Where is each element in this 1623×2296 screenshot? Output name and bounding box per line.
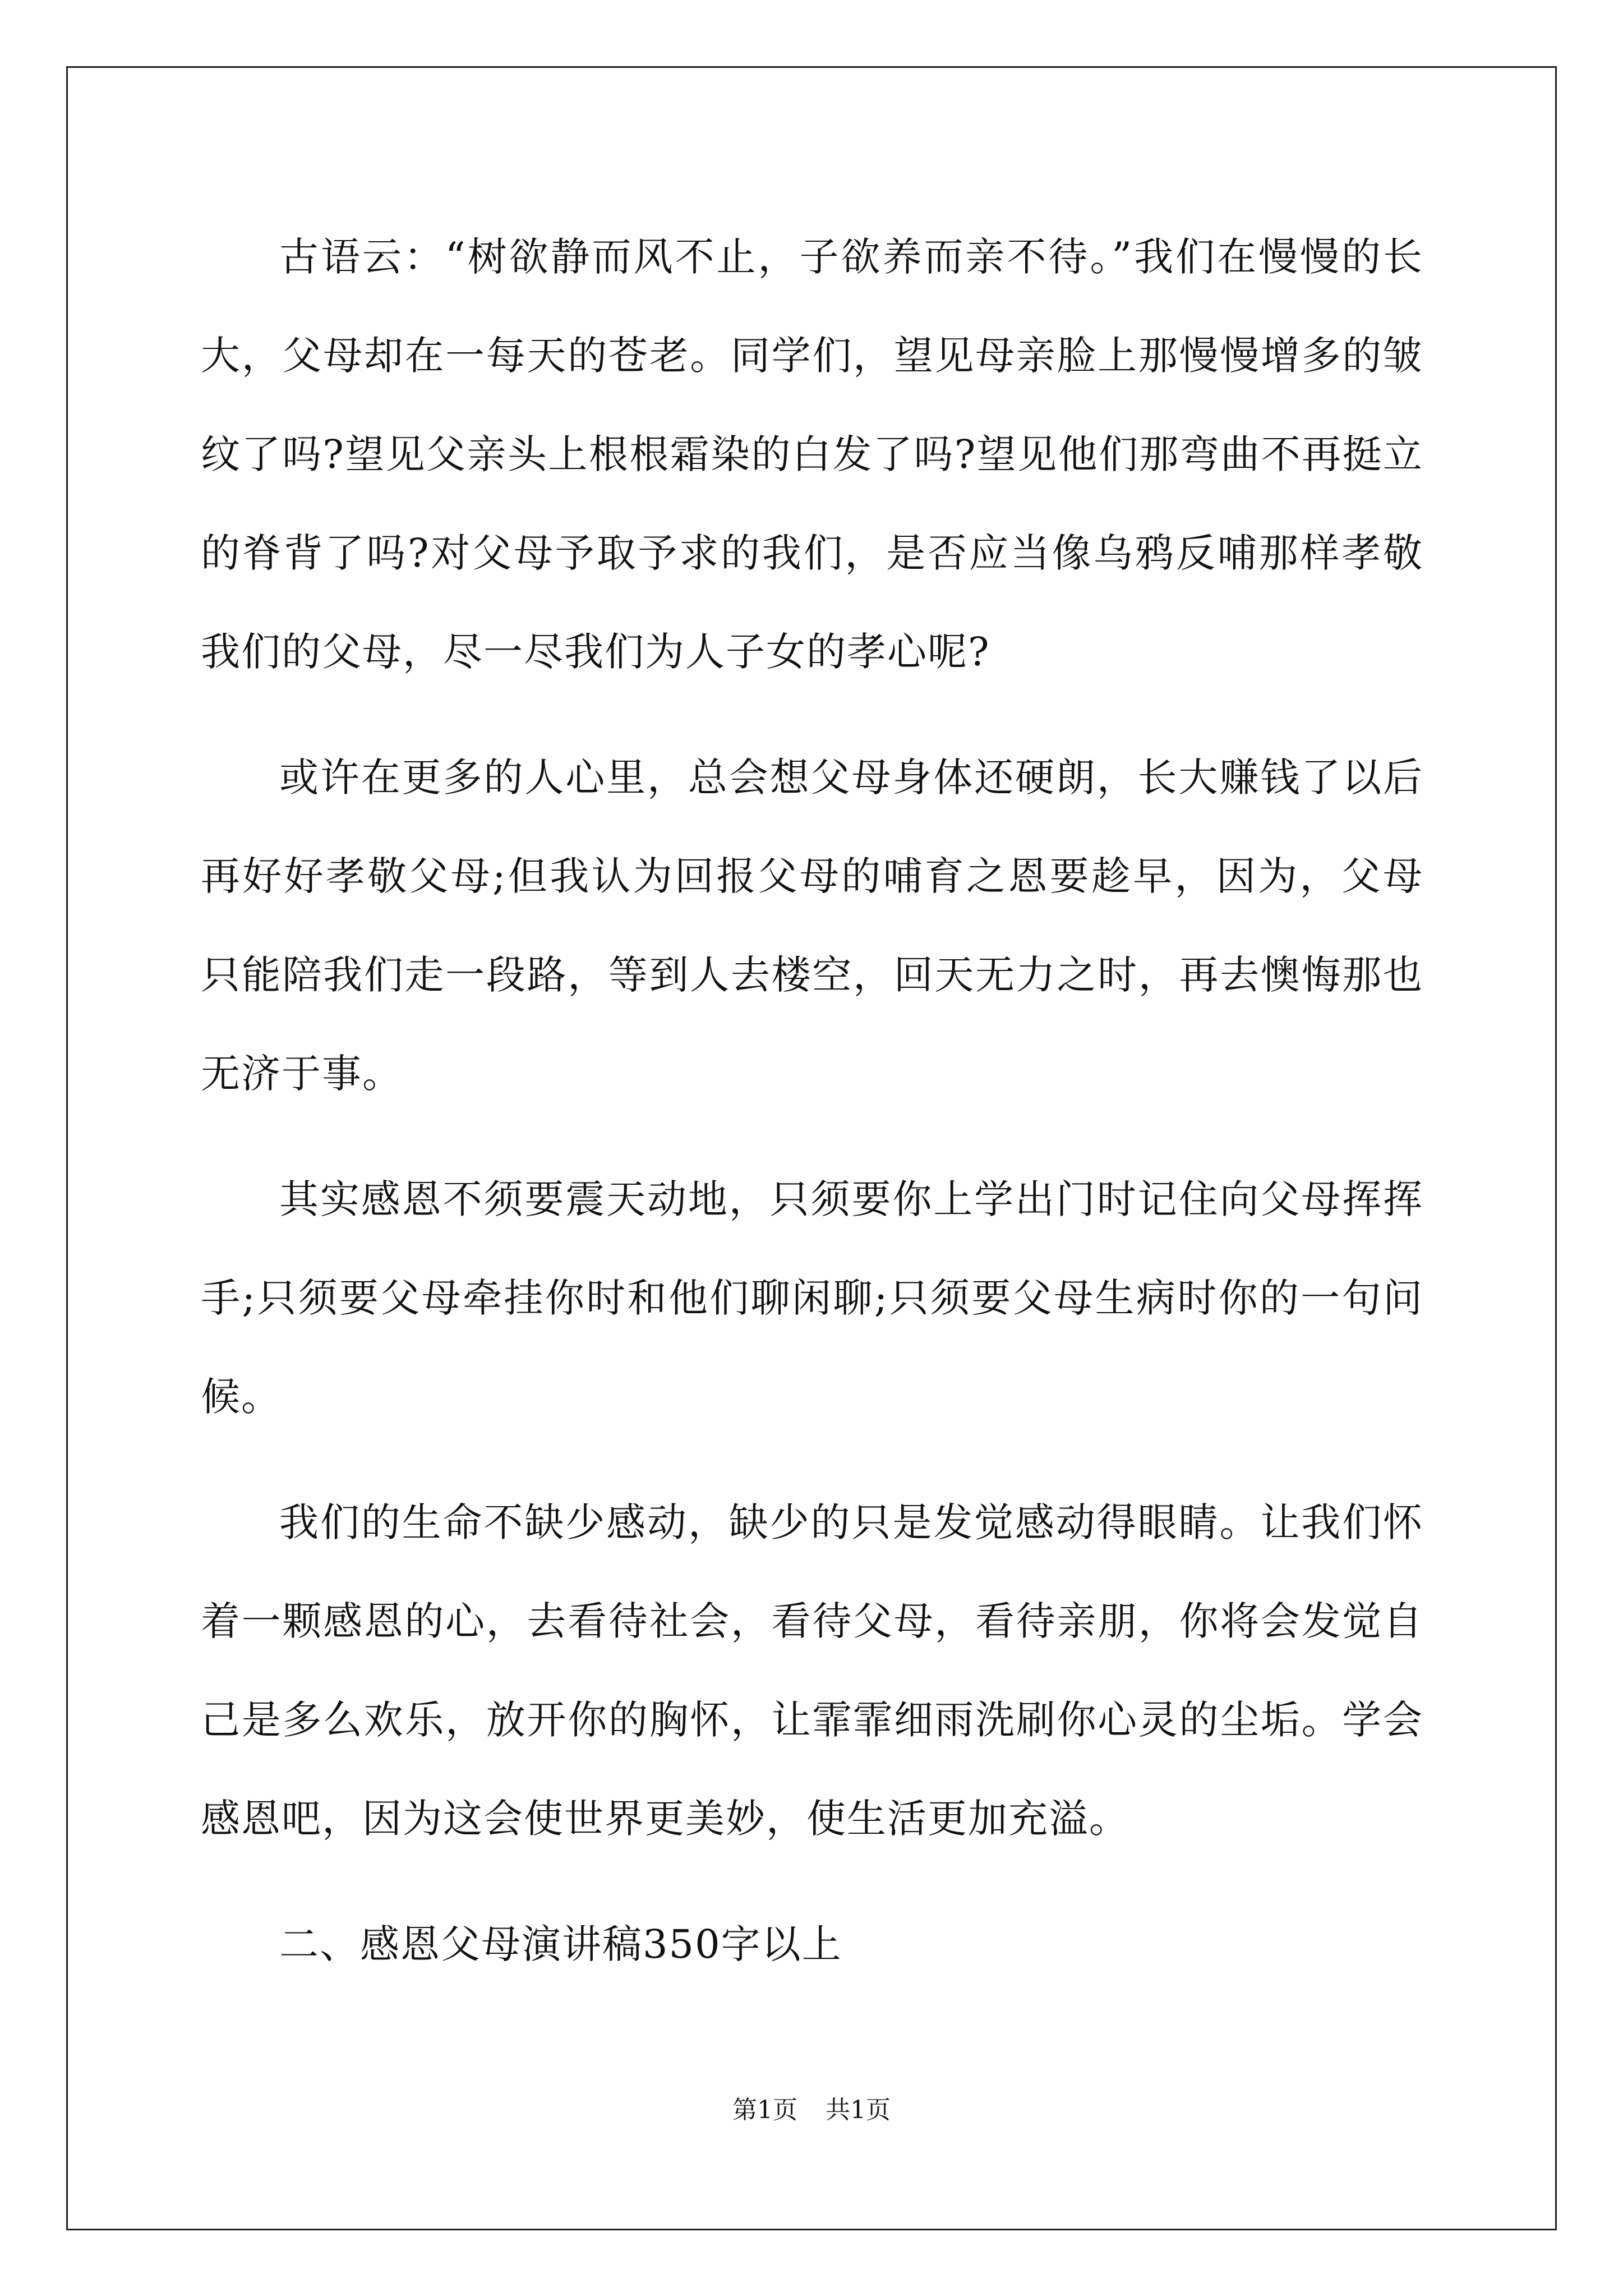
section-heading: 二、感恩父母演讲稿350字以上 (279, 1921, 842, 1967)
paragraph-1: 古语云：“树欲静而风不止，子欲养而亲不待。”我们在慢慢的长大，父母却在一每天的苍老。同学们，望见母亲脸上那慢慢增多的皱纹了吗?望见父亲头上根根霜染的白发了吗?望见他们那弯曲不再挺立的脊背了吗?对父母予取予求的我们，是否应当像乌鸦反哺那样孝敬我们的父母，尽一尽我们为人子女的孝心呢? (201, 234, 1423, 675)
paragraph-3: 其实感恩不须要震天动地，只须要你上学出门时记住向父母挥挥手;只须要父母牵挂你时和他们聊闲聊;只须要父母生病时你的一句问候。 (201, 1176, 1423, 1420)
paragraph-4: 我们的生命不缺少感动，缺少的只是发觉感动得眼睛。让我们怀着一颗感恩的心，去看待社会，看待父母，看待亲朋，你将会发觉自己是多么欢乐，放开你的胸怀，让霏霏细雨洗刷你心灵的尘垢。学会感恩吧，因为这会使世界更美妙，使生活更加充溢。 (201, 1499, 1423, 1842)
page-total: 共1页 (826, 2096, 891, 2124)
page-number: 第1页 (732, 2096, 797, 2124)
paragraph-2: 或许在更多的人心里，总会想父母身体还硬朗，长大赚钱了以后再好好孝敬父母;但我认为回报父母的哺育之恩要趁早，因为，父母只能陪我们走一段路，等到人去楼空，回天无力之时，再去懊悔那也无济于事。 (201, 754, 1423, 1097)
document-body (201, 208, 1423, 1994)
page-footer (0, 2093, 1623, 2127)
